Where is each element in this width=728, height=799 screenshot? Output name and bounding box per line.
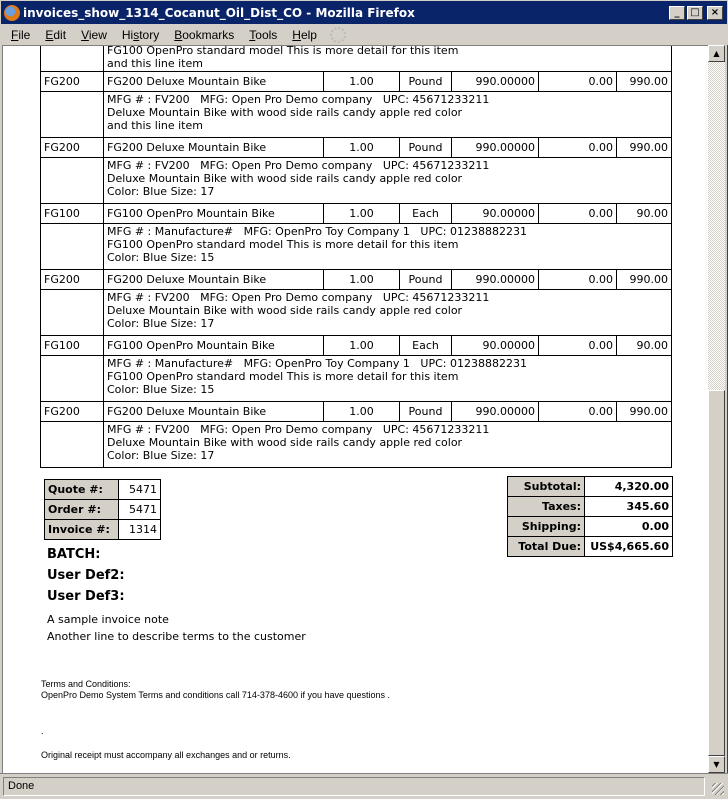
item-detail-line: MFG # : FV200 MFG: Open Pro Demo company UPC: 45671233211 bbox=[107, 93, 490, 106]
item-unit-price: 990.00000 bbox=[452, 270, 539, 290]
item-detail-line: MFG # : FV200 MFG: Open Pro Demo company UPC: 45671233211 bbox=[107, 291, 490, 304]
line-items-table bbox=[40, 45, 672, 468]
terms-text: OpenPro Demo System Terms and conditions call 714-378-4600 if you have questions . bbox=[41, 690, 391, 700]
shipping-label: Shipping: bbox=[508, 517, 585, 537]
table-row-detail bbox=[41, 356, 672, 402]
user-def2-label: User Def2: bbox=[47, 568, 125, 583]
item-detail-line: Deluxe Mountain Bike with wood side rails candy apple red color bbox=[107, 304, 463, 317]
menu-view[interactable]: View bbox=[81, 27, 107, 42]
item-code: FG200 bbox=[41, 72, 104, 92]
item-detail-line: Color: Blue Size: 15 bbox=[107, 251, 215, 264]
window-titlebar bbox=[0, 0, 728, 24]
table-row-detail bbox=[41, 422, 672, 468]
status-text: Done bbox=[3, 777, 705, 796]
item-detail: FG100 OpenPro standard model This is more detail for this item and this line item bbox=[104, 45, 672, 72]
item-description: FG100 OpenPro Mountain Bike bbox=[104, 204, 324, 224]
invoice-label: Invoice #: bbox=[45, 520, 119, 540]
table-row bbox=[41, 138, 672, 158]
invoice-number: 1314 bbox=[119, 520, 161, 540]
scroll-up-button[interactable]: ▲ bbox=[708, 45, 725, 62]
order-number: 5471 bbox=[119, 500, 161, 520]
item-code: FG100 bbox=[41, 336, 104, 356]
item-extended-price: 990.00 bbox=[617, 72, 672, 92]
item-quantity: 1.00 bbox=[324, 270, 400, 290]
subtotal-label: Subtotal: bbox=[508, 477, 585, 497]
menu-help[interactable]: Help bbox=[292, 27, 317, 42]
item-discount: 0.00 bbox=[539, 204, 617, 224]
item-code: FG100 bbox=[41, 204, 104, 224]
quote-number: 5471 bbox=[119, 480, 161, 500]
item-quantity: 1.00 bbox=[324, 72, 400, 92]
item-detail-line: MFG # : FV200 MFG: Open Pro Demo company UPC: 45671233211 bbox=[107, 159, 490, 172]
item-detail bbox=[104, 356, 672, 402]
window-title: invoices_show_1314_Cocanut_Oil_Dist_CO - Mozilla Firefox bbox=[23, 5, 415, 20]
menu-bookmarks[interactable]: Bookmarks bbox=[174, 27, 235, 42]
item-code: FG200 bbox=[41, 138, 104, 158]
table-row-detail bbox=[41, 290, 672, 336]
item-detail-line: Color: Blue Size: 17 bbox=[107, 317, 215, 330]
item-detail-line: FG100 OpenPro standard model This is more detail for this item bbox=[107, 238, 459, 251]
item-unit-price: 90.00000 bbox=[452, 204, 539, 224]
item-detail-line: MFG # : Manufacture# MFG: OpenPro Toy Company 1 UPC: 01238882231 bbox=[107, 357, 527, 370]
firefox-logo-icon bbox=[4, 5, 20, 21]
item-detail-line: MFG # : Manufacture# MFG: OpenPro Toy Company 1 UPC: 01238882231 bbox=[107, 225, 527, 238]
item-unit-price: 90.00000 bbox=[452, 336, 539, 356]
terms-heading: Terms and Conditions: bbox=[41, 679, 131, 689]
item-quantity: 1.00 bbox=[324, 336, 400, 356]
quote-label: Quote #: bbox=[45, 480, 119, 500]
item-discount: 0.00 bbox=[539, 138, 617, 158]
item-discount: 0.00 bbox=[539, 402, 617, 422]
table-row bbox=[41, 402, 672, 422]
item-detail-line: Color: Blue Size: 15 bbox=[107, 383, 215, 396]
taxes-value: 345.60 bbox=[585, 497, 673, 517]
item-unit: Pound bbox=[400, 138, 452, 158]
item-unit-price: 990.00000 bbox=[452, 72, 539, 92]
item-unit-price: 990.00000 bbox=[452, 138, 539, 158]
table-row bbox=[41, 204, 672, 224]
user-def3-label: User Def3: bbox=[47, 589, 125, 604]
invoice-note-line-2: Another line to describe terms to the customer bbox=[47, 630, 306, 643]
maximize-button[interactable]: □ bbox=[687, 6, 703, 20]
item-extended-price: 990.00 bbox=[617, 402, 672, 422]
item-code: FG200 bbox=[41, 402, 104, 422]
item-detail bbox=[104, 224, 672, 270]
close-button[interactable]: × bbox=[707, 6, 723, 20]
total-due-value: US$4,665.60 bbox=[585, 537, 673, 557]
menu-history[interactable]: History bbox=[121, 27, 160, 42]
item-detail-line: Color: Blue Size: 17 bbox=[107, 449, 215, 462]
menu-file[interactable]: File bbox=[11, 27, 31, 42]
item-extended-price: 990.00 bbox=[617, 270, 672, 290]
item-unit-price: 990.00000 bbox=[452, 402, 539, 422]
item-description: FG200 Deluxe Mountain Bike bbox=[104, 72, 324, 92]
item-extended-price: 990.00 bbox=[617, 138, 672, 158]
item-unit: Pound bbox=[400, 270, 452, 290]
item-quantity: 1.00 bbox=[324, 204, 400, 224]
item-quantity: 1.00 bbox=[324, 402, 400, 422]
terms-dot: . bbox=[41, 726, 44, 736]
item-description: FG200 Deluxe Mountain Bike bbox=[104, 270, 324, 290]
item-detail-line: Color: Blue Size: 17 bbox=[107, 185, 215, 198]
throbber-icon bbox=[330, 27, 346, 43]
item-discount: 0.00 bbox=[539, 336, 617, 356]
item-detail-line: Deluxe Mountain Bike with wood side rails candy apple red color bbox=[107, 436, 463, 449]
table-row-detail bbox=[41, 92, 672, 138]
menu-edit[interactable]: Edit bbox=[45, 27, 67, 42]
item-extended-price: 90.00 bbox=[617, 336, 672, 356]
item-unit: Pound bbox=[400, 402, 452, 422]
item-detail-line: Deluxe Mountain Bike with wood side rails candy apple red color bbox=[107, 172, 463, 185]
table-row-detail bbox=[41, 45, 672, 72]
invoice-note-line-1: A sample invoice note bbox=[47, 613, 169, 626]
table-row bbox=[41, 336, 672, 356]
menu-tools[interactable]: Tools bbox=[249, 27, 278, 42]
minimize-button[interactable]: _ bbox=[669, 6, 685, 20]
table-row bbox=[41, 270, 672, 290]
item-description: FG200 Deluxe Mountain Bike bbox=[104, 402, 324, 422]
item-unit: Pound bbox=[400, 72, 452, 92]
receipt-policy: Original receipt must accompany all exchanges and or returns. bbox=[41, 750, 291, 760]
table-row-detail bbox=[41, 224, 672, 270]
vertical-scrollbar[interactable] bbox=[708, 45, 725, 773]
resize-grip-icon[interactable] bbox=[712, 783, 724, 795]
item-discount: 0.00 bbox=[539, 270, 617, 290]
item-description: FG200 Deluxe Mountain Bike bbox=[104, 138, 324, 158]
item-detail-line: and this line item bbox=[107, 119, 203, 132]
item-detail bbox=[104, 422, 672, 468]
item-detail bbox=[104, 290, 672, 336]
total-due-label: Total Due: bbox=[508, 537, 585, 557]
totals-table bbox=[507, 476, 673, 557]
batch-label: BATCH: bbox=[47, 547, 101, 562]
item-unit: Each bbox=[400, 336, 452, 356]
item-detail-line: FG100 OpenPro standard model This is more detail for this item bbox=[107, 370, 459, 383]
item-discount: 0.00 bbox=[539, 72, 617, 92]
scrollbar-thumb[interactable] bbox=[708, 390, 725, 756]
page-content bbox=[2, 45, 708, 773]
item-detail bbox=[104, 158, 672, 204]
scroll-down-button[interactable]: ▼ bbox=[708, 756, 725, 773]
item-code: FG200 bbox=[41, 270, 104, 290]
status-bar bbox=[0, 773, 728, 799]
shipping-value: 0.00 bbox=[585, 517, 673, 537]
table-row-detail bbox=[41, 158, 672, 204]
item-extended-price: 90.00 bbox=[617, 204, 672, 224]
item-description: FG100 OpenPro Mountain Bike bbox=[104, 336, 324, 356]
item-detail-line: MFG # : FV200 MFG: Open Pro Demo company UPC: 45671233211 bbox=[107, 423, 490, 436]
item-unit: Each bbox=[400, 204, 452, 224]
reference-numbers-table bbox=[44, 479, 161, 540]
item-detail-line: Deluxe Mountain Bike with wood side rails candy apple red color bbox=[107, 106, 463, 119]
menu-bar bbox=[0, 24, 728, 45]
taxes-label: Taxes: bbox=[508, 497, 585, 517]
item-quantity: 1.00 bbox=[324, 138, 400, 158]
table-row bbox=[41, 72, 672, 92]
item-detail bbox=[104, 92, 672, 138]
order-label: Order #: bbox=[45, 500, 119, 520]
subtotal-value: 4,320.00 bbox=[585, 477, 673, 497]
